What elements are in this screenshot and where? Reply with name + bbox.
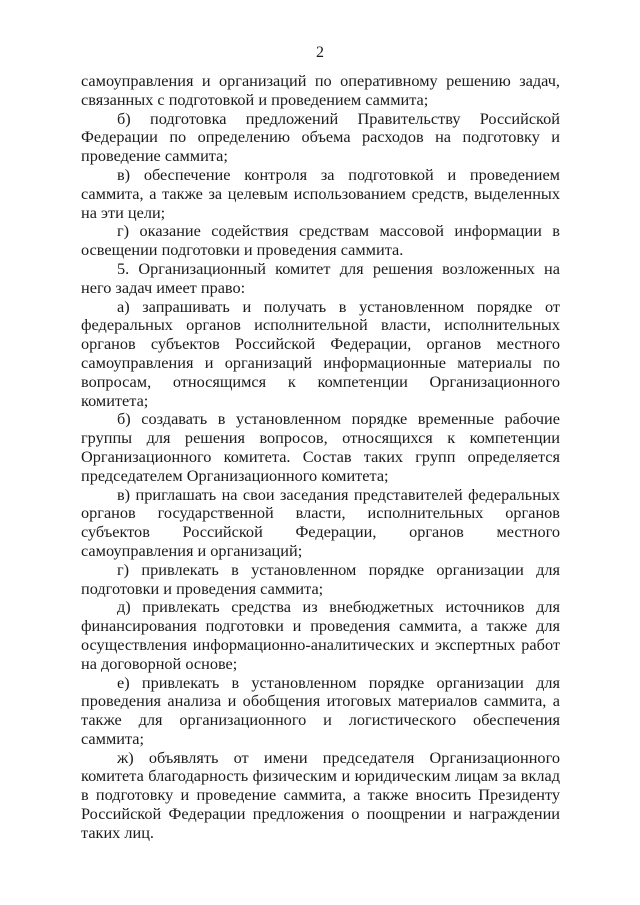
paragraph-item-v-invite: в) приглашать на свои заседания представителей федеральных органов государственной власти, исполнительных органов субъектов Российской Федерации, органов местного самоуправления и организаций;: [81, 484, 560, 560]
paragraph-item-zh-gratitude: ж) объявлять от имени председателя Организационного комитета благодарность физическим и юридическим лицам за вклад в подготовку и проведение саммита, а также вносить Президенту Российской Федерации предложения о поощрении и награждении таких лиц.: [81, 747, 560, 842]
paragraph-item-d-funds: д) привлекать средства из внебюджетных источников для финансирования подготовки и проведения саммита, а также для осуществления информационно-аналитических и экспертных работ на договорной основе;: [81, 597, 560, 673]
paragraph-continuation: самоуправления и организаций по оперативному решению задач, связанных с подготовкой и проведением саммита;: [81, 71, 560, 109]
paragraph-item-b-working-groups: б) создавать в установленном порядке временные рабочие группы для решения вопросов, относящихся к компетенции Организационного комитета. Состав таких групп определяется председателем Организационного комитета;: [81, 409, 560, 485]
paragraph-section-5: 5. Организационный комитет для решения возложенных на него задач имеет право:: [81, 258, 560, 297]
paragraph-item-e-analysis: е) привлекать в установленном порядке организации для проведения анализа и обобщения итоговых материалов саммита, а также для организационного и логистического обеспечения саммита;: [81, 672, 560, 748]
paragraph-item-a-request: а) запрашивать и получать в установленном порядке от федеральных органов исполнительной власти, исполнительных органов субъектов Российской Федерации, органов местного самоуправления и организаций информационные материалы по вопросам, относящимся к компетенции Организационного комитета;: [81, 296, 560, 410]
paragraph-item-g-media: г) оказание содействия средствам массовой информации в освещении подготовки и проведения саммита.: [81, 221, 560, 260]
paragraph-item-b-proposals: б) подготовка предложений Правительству Российской Федерации по определению объема расходов на подготовку и проведение саммита;: [81, 108, 560, 166]
document-body: [81, 72, 560, 843]
paragraph-item-g-organizations: г) привлекать в установленном порядке организации для подготовки и проведения саммита;: [81, 559, 560, 598]
paragraph-item-v-control: в) обеспечение контроля за подготовкой и проведением саммита, а также за целевым использованием средств, выделенных на эти цели;: [81, 164, 560, 222]
page-number: 2: [316, 44, 324, 61]
